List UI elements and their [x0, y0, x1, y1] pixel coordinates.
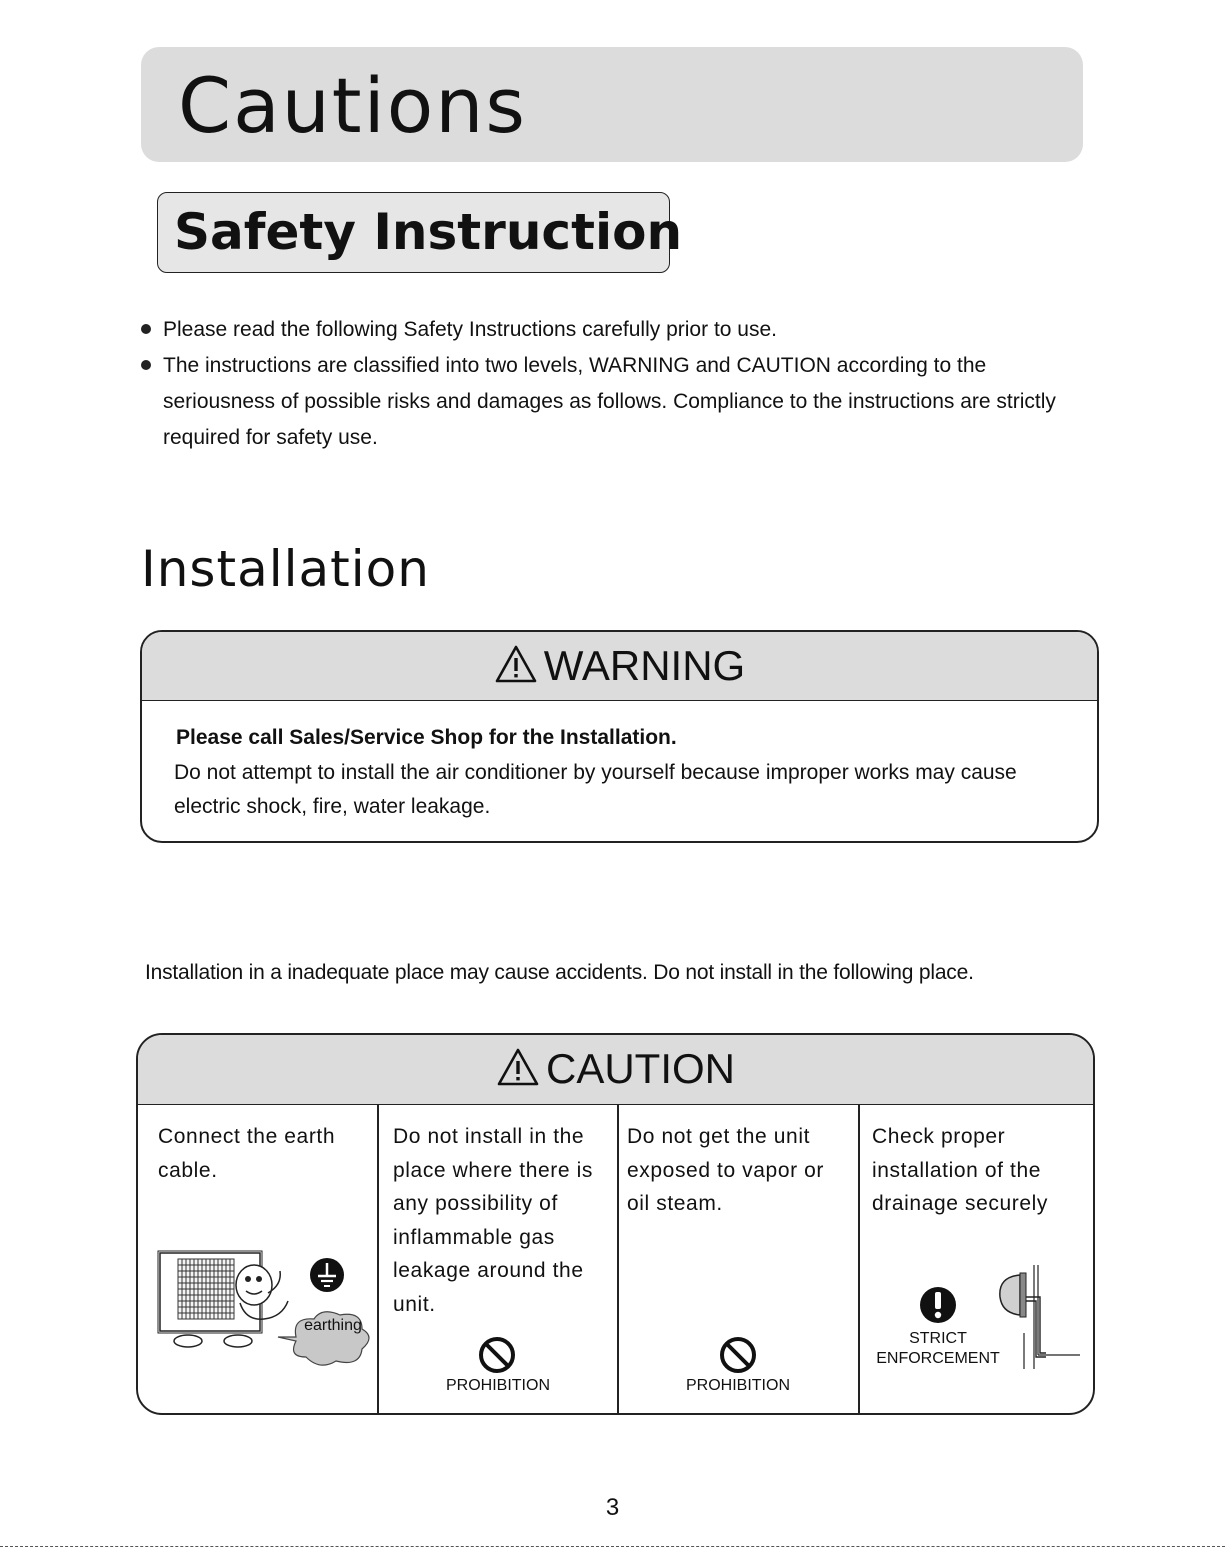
warning-body: Do not attempt to install the air conditioner by yourself because improper works may cause electric shock, fire, water leakage.: [174, 761, 1017, 818]
enforcement-label: ENFORCEMENT: [876, 1350, 1000, 1367]
warning-lead: Please call Sales/Service Shop for the Installation.: [176, 726, 677, 749]
warning-box: [140, 630, 1099, 843]
strict-enforcement-icon: [918, 1285, 958, 1325]
caution-cell-text: Do not install in the place where there is any possibility of inflammable gas leakage around the unit.: [393, 1125, 593, 1316]
intro-bullet-text: The instructions are classified into two levels, WARNING and CAUTION according to the seriousness of possible risks and damages as follows. Compliance to the instructions are strictly required for safety use.: [163, 354, 1056, 449]
warning-title: WARNING: [543, 642, 746, 689]
bottom-rule: [0, 1546, 1225, 1547]
page-number: 3: [605, 1494, 620, 1521]
strict-label: STRICT: [909, 1330, 967, 1347]
warning-triangle-icon: [496, 1047, 540, 1087]
bullet-icon: [141, 360, 151, 370]
caution-table: [136, 1033, 1095, 1415]
intro-bullet-text: Please read the following Safety Instructions carefully prior to use.: [163, 318, 777, 341]
prohibition-label: PROHIBITION: [445, 1377, 550, 1394]
column-divider: [377, 1104, 379, 1413]
warning-title-row: [142, 644, 1097, 687]
section-title: Safety Instruction: [174, 203, 683, 261]
caution-header: [138, 1035, 1093, 1105]
outdoor-unit-earthing-illustration: [156, 1245, 376, 1375]
caution-cell-text: Connect the earth cable.: [158, 1125, 336, 1182]
earthing-label: earthing: [304, 1317, 362, 1334]
caution-cell-text: Check proper installation of the drainage securely: [872, 1125, 1048, 1215]
warning-triangle-icon: [494, 644, 538, 684]
caution-cell-text: Do not get the unit exposed to vapor or oil steam.: [627, 1125, 825, 1215]
caution-title-row: [138, 1047, 1093, 1090]
prohibition-label: PROHIBITION: [685, 1377, 790, 1394]
installation-heading: Installation: [141, 540, 430, 598]
page-title: Cautions: [178, 61, 527, 150]
caution-title: CAUTION: [546, 1045, 735, 1092]
bullet-icon: [141, 324, 151, 334]
prohibition-icon: [718, 1335, 758, 1375]
prohibition-icon: [477, 1335, 517, 1375]
warning-header: [142, 632, 1097, 701]
installation-note: Installation in a inadequate place may cause accidents. Do not install in the following place.: [145, 961, 974, 984]
